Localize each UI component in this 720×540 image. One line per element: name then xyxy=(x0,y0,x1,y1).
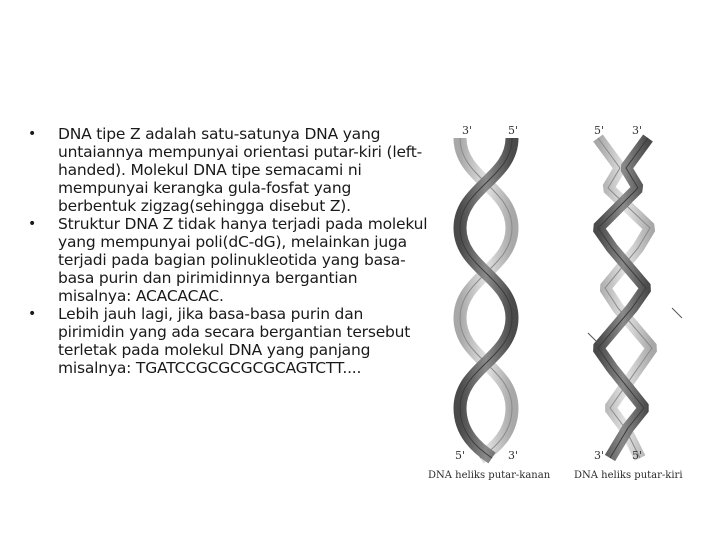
right-helix-caption: DNA heliks putar-kiri xyxy=(574,470,683,481)
bullet-text: Struktur DNA Z tidak hanya terjadi pada molekul yang mempunyai poli(dC-dG), melainkan juga terjadi pada bagian polinukleotida yang basa-basa purin dan pirimidinnya bergantian misalnya: ACACACAC. xyxy=(58,215,428,305)
bullet-item-3 xyxy=(28,305,428,377)
dna-helix-figure xyxy=(420,118,700,490)
bullet-marker: • xyxy=(28,126,37,142)
right-helix-top-label-2: 3' xyxy=(632,124,643,137)
bullet-item-1 xyxy=(28,125,428,215)
right-helix-bottom-label-1: 3' xyxy=(594,449,605,462)
dna-helix-illustration xyxy=(420,118,700,468)
left-helix xyxy=(460,138,512,458)
bullet-marker: • xyxy=(28,306,37,322)
bullet-marker: • xyxy=(28,216,37,232)
bullet-text: Lebih jauh lagi, jika basa-basa purin dan pirimidin yang ada secara bergantian tersebut terletak pada molekul DNA yang panjang misalnya: TGATCCGCGCGCGCAGTCTT.... xyxy=(58,305,411,377)
left-helix-bottom-label-2: 3' xyxy=(508,449,519,462)
bullet-item-2 xyxy=(28,215,428,305)
bullet-text: DNA tipe Z adalah satu-satunya DNA yang untaiannya mempunyai orientasi putar-kiri (left-handed). Molekul DNA tipe semacami ni mempunyai kerangka gula-fosfat yang berbentuk zigzag(sehingga disebut Z). xyxy=(58,125,423,215)
right-helix-bottom-label-2: 5' xyxy=(632,449,643,462)
left-helix-bottom-label-1: 5' xyxy=(455,449,466,462)
left-helix-top-label-2: 5' xyxy=(508,124,519,137)
left-helix-caption: DNA heliks putar-kanan xyxy=(428,470,551,481)
left-helix-top-label-1: 3' xyxy=(462,124,473,137)
bullet-list xyxy=(28,125,428,377)
right-helix xyxy=(588,138,682,458)
right-helix-top-label-1: 5' xyxy=(594,124,605,137)
